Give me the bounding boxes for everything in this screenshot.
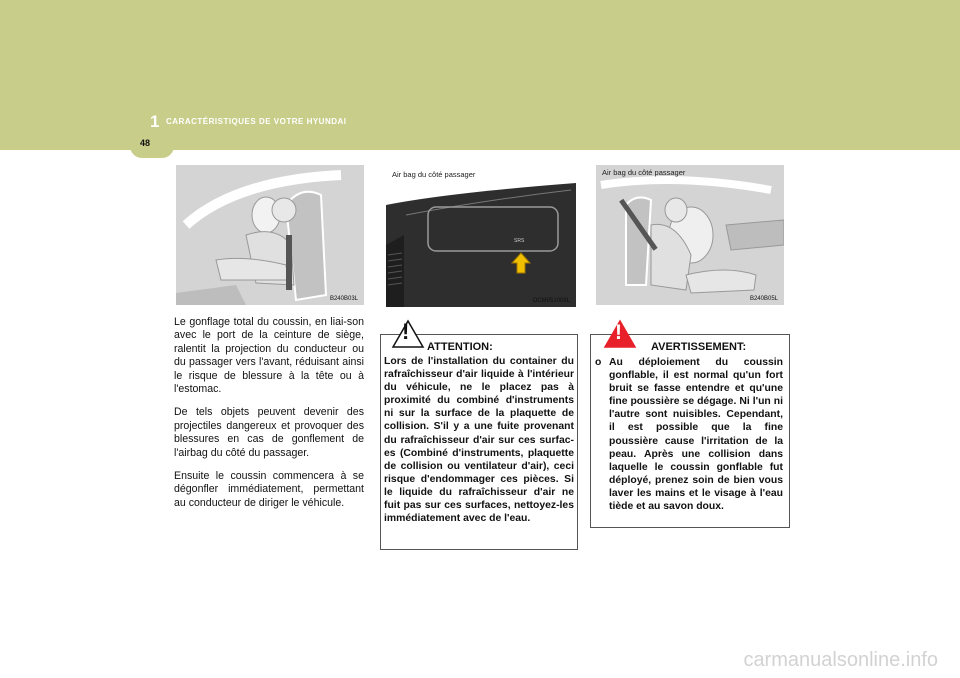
figure-airbag-passenger [596,165,784,305]
page-number-tab [130,138,174,158]
airbag-passenger-illustration [596,165,784,305]
chapter-title: CARACTÉRISTIQUES DE VOTRE HYUNDAI [166,117,347,126]
body-text [174,316,364,520]
figure-code: B240B05L [749,296,778,302]
figure-passenger-dashboard [386,165,576,307]
figure-code: B240B03L [329,296,358,302]
srs-label: SRS [514,238,525,244]
figure-code: OCM051009L [532,298,570,304]
warning-icon-mark: ! [615,321,622,344]
body-paragraph: Ensuite le coussin commencera à se dégonfler immédiatement, permettant au conducteur de diriger le véhicule. [174,470,364,509]
body-paragraph: De tels objets peuvent devenir des projectiles dangereux et provoquer des blessures en cas de gonflement de l'airbag du côté du passager. [174,406,364,459]
figure-caption: Air bag du côté passager [392,170,476,179]
warning-title: AVERTISSEMENT: [651,341,747,353]
page-number: 48 [140,138,151,148]
attention-box [380,319,578,550]
warning-box [590,321,790,528]
dashboard-illustration [386,165,576,307]
body-paragraph: Le gonflage total du coussin, en liai-son avec le port de la ceinture de siège, ralentit la projection du conducteur ou du passager vers l'avant, réduisant ainsi le risque de blessure à la tête ou à l'estomac. [174,316,364,396]
attention-text: Lors de l'installation du container du rafraîchisseur d'air liquide à l'intérieur du véhicule, ne le placez pas à proximité du combiné d'instruments ni sur la surface de la plaquette de collision. S'il y a une fuite provenant du rafraîchisseur d'air sur ces surfac-es (Combiné d'instruments, plaquette de collision ou ventilateur d'air), ceci risque d'endommager ces pièces. Si le liquide du rafraîchisseur d'air ne fuit pas sur ces surfaces, nettoyez-les immédiatement avec de l'eau. [384,356,574,525]
chapter-number: 1 [150,112,160,131]
attention-icon-mark: ! [402,319,410,344]
figure-caption: Air bag du côté passager [602,168,686,177]
figure-airbag-driver [176,165,364,305]
attention-title: ATTENTION: [427,341,493,353]
warning-text: Au déploiement du coussin gonflable, il est normal qu'un fort bruit se fasse entendre et qu'une fine poussière se dégage. Ni l'un ni l'autre sont nuisibles. Cependant, il est possible que la fine poussière cause l'irritation de la peau. Après une collision dans laquelle le coussin gonflable fut déployé, prenez soin de bien vous laver les mains et le visage à l'eau tiède et au savon doux. [609,357,783,513]
airbag-driver-illustration [176,165,364,305]
header-band [0,0,960,150]
watermark: carmanualsonline.info [743,649,938,671]
warning-bullet: o [595,357,602,368]
